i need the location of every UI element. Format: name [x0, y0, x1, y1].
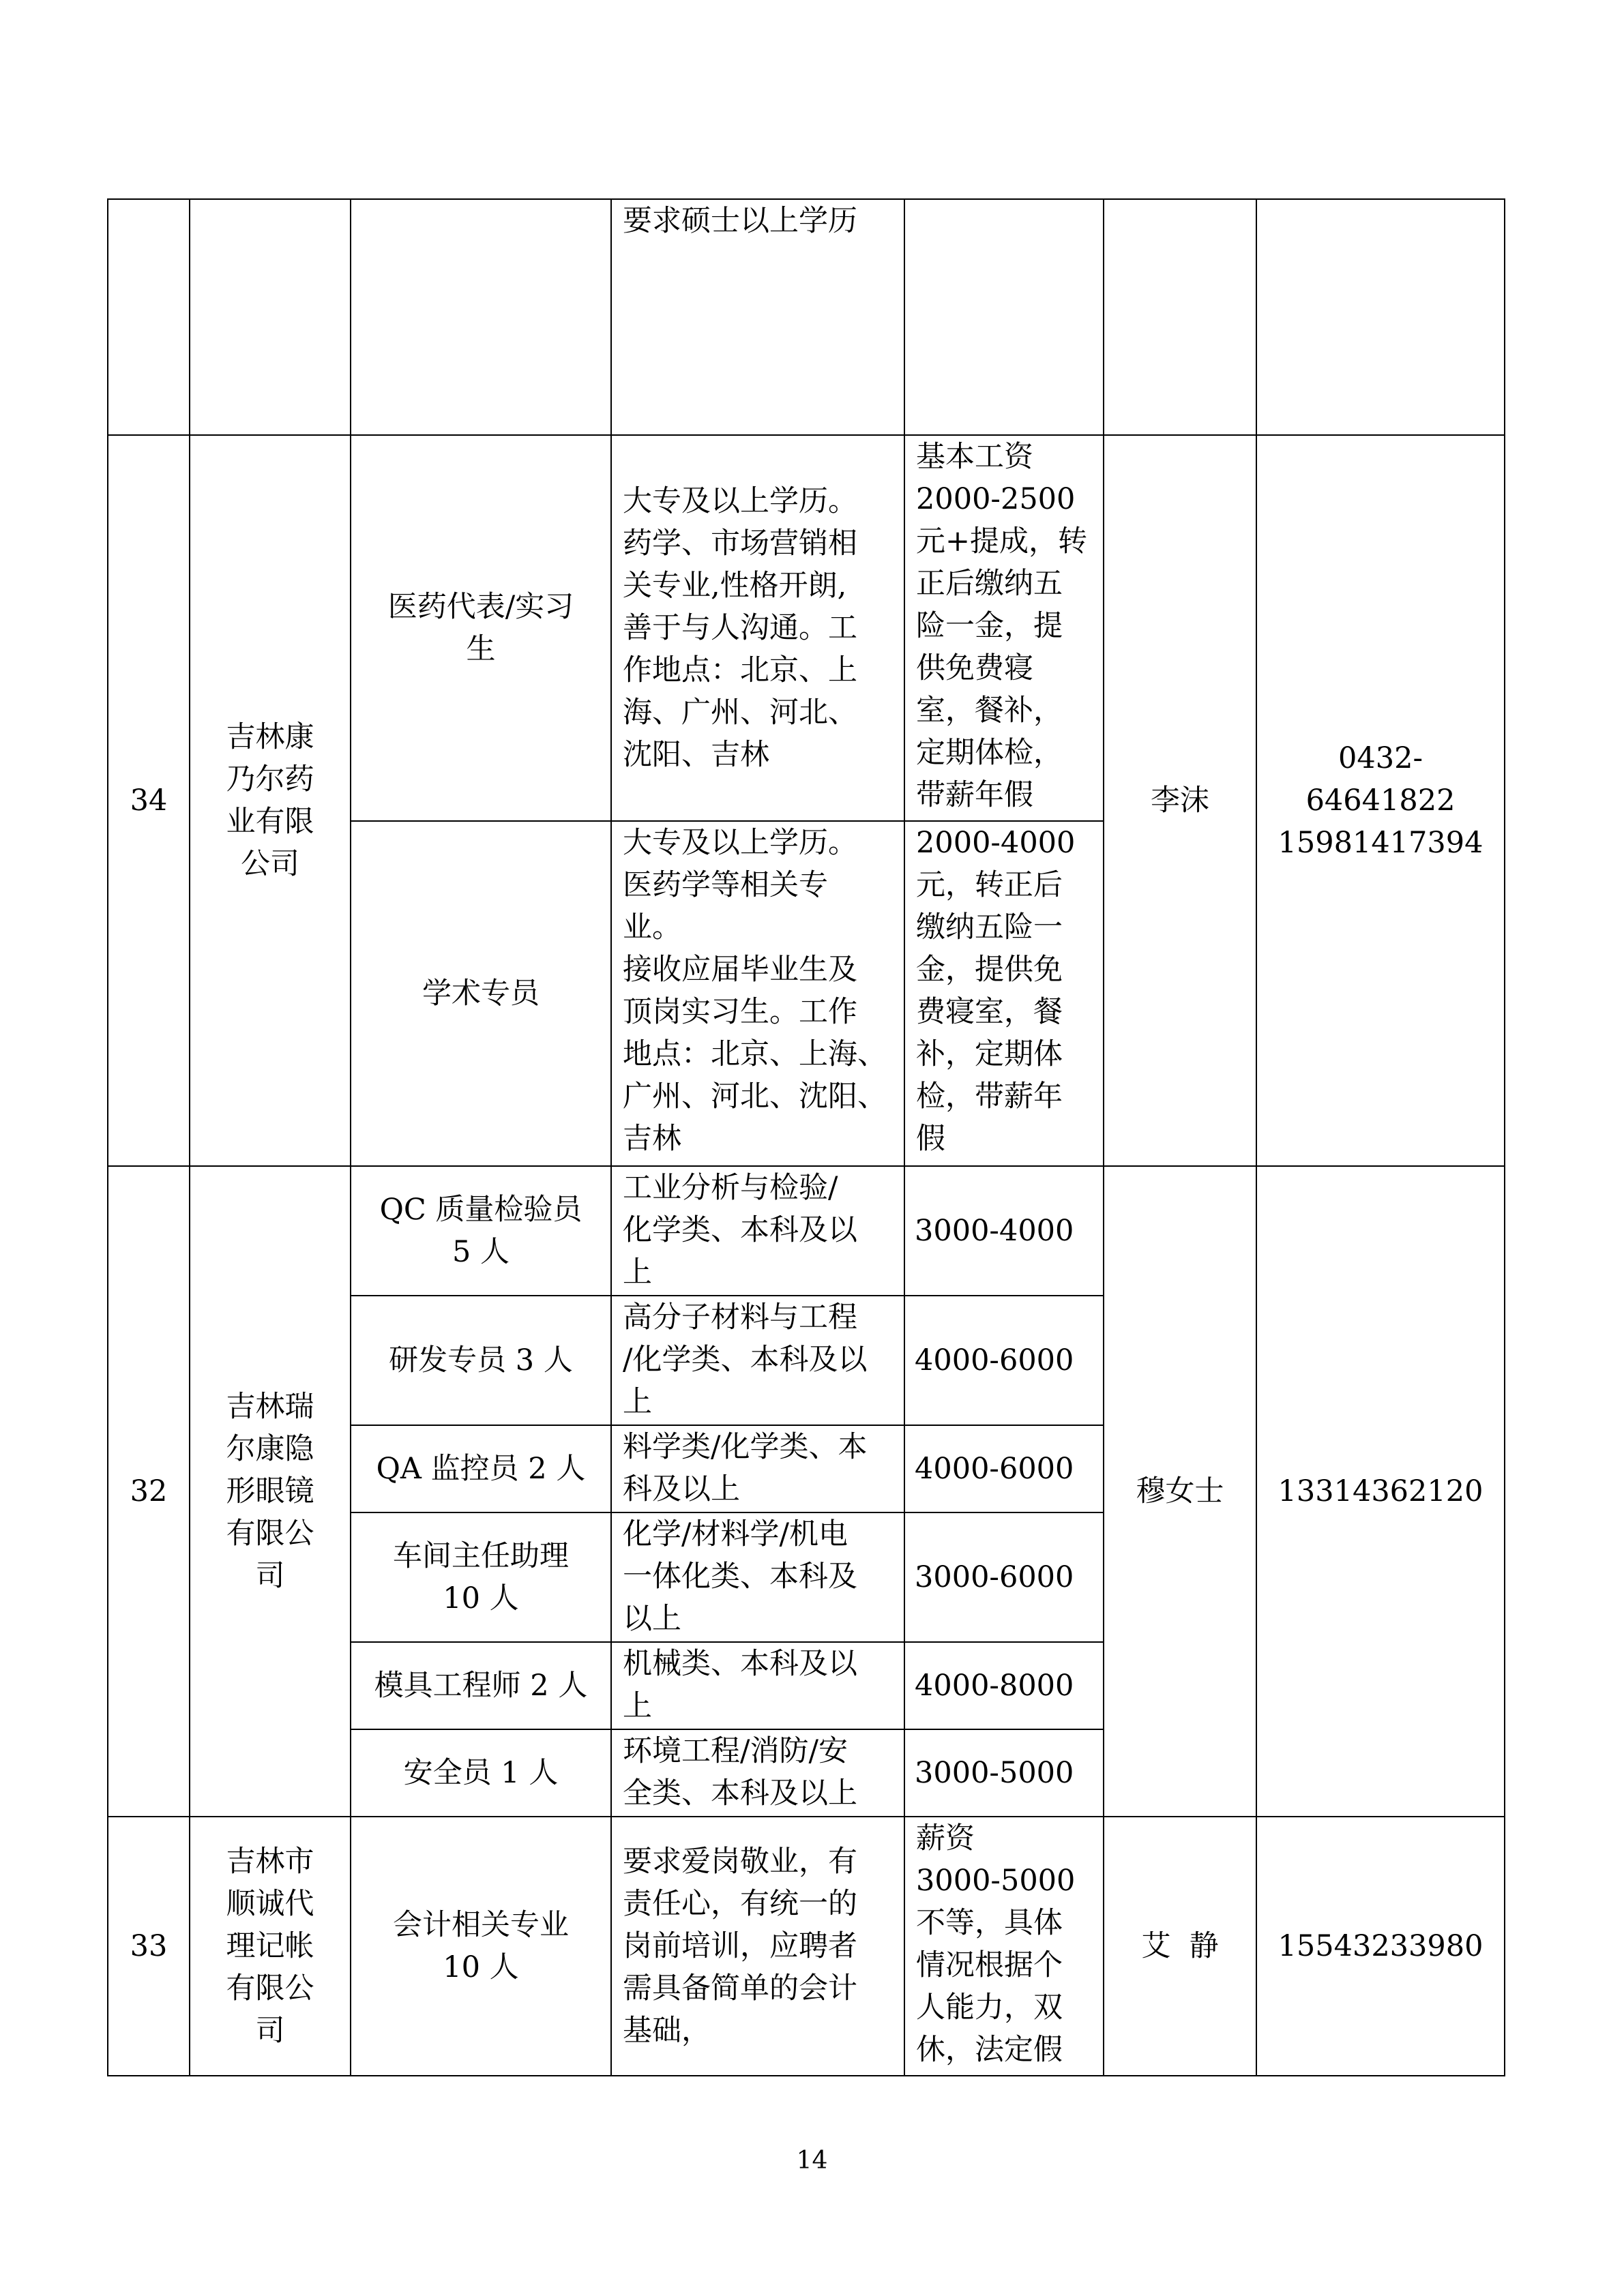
position-cell — [351, 1817, 611, 2076]
company-line: 有限公 — [226, 1971, 314, 2006]
table-row — [108, 1817, 1505, 2076]
requirement-line: 关专业,性格开朗, — [623, 569, 847, 603]
salary-cell — [904, 435, 1104, 821]
company-cell — [190, 1166, 351, 1817]
requirement-line: 以上 — [623, 1602, 681, 1636]
phone-cell — [1256, 435, 1505, 1166]
position-cell: 安全员 1 人 — [351, 1729, 611, 1817]
salary-line: 金，提供免 — [916, 953, 1063, 987]
salary-line: 险一金，提 — [916, 609, 1063, 643]
contact-cell: 李沫 — [1104, 435, 1256, 1166]
contact-cell — [1104, 199, 1256, 435]
requirement-cell — [611, 821, 904, 1166]
requirement-line: 环境工程/消防/安 — [623, 1734, 848, 1768]
company-line: 吉林康 — [226, 720, 314, 754]
salary-cell: 4000-6000 — [904, 1296, 1104, 1425]
salary-line: 2000-2500 — [916, 482, 1076, 516]
requirement-line: 大专及以上学历。 — [623, 484, 857, 518]
position-cell: 模具工程师 2 人 — [351, 1642, 611, 1729]
salary-cell: 3000-6000 — [904, 1512, 1104, 1642]
phone-cell — [1256, 199, 1505, 435]
requirement-line: 广州、河北、沈阳、 — [623, 1079, 887, 1114]
salary-line: 基本工资 — [916, 440, 1033, 474]
requirement-line: /化学类、本科及以 — [623, 1343, 868, 1377]
continuation-row — [108, 199, 1505, 435]
company-line: 有限公 — [226, 1517, 314, 1551]
company-line: 理记帐 — [226, 1929, 314, 1963]
requirement-cell — [611, 1425, 904, 1512]
salary-line: 不等，具体 — [916, 1906, 1063, 1940]
requirement-line: 沈阳、吉林 — [623, 738, 769, 772]
salary-line: 薪资 — [916, 1821, 975, 1855]
position-cell — [351, 199, 611, 435]
company-cell — [190, 1817, 351, 2076]
no-cell: 32 — [108, 1166, 190, 1817]
requirement-cell — [611, 1512, 904, 1642]
position-line: 10 人 — [443, 1950, 519, 1984]
position-line: 生 — [466, 632, 496, 666]
position-cell: QA 监控员 2 人 — [351, 1425, 611, 1512]
salary-line: 费寝室，餐 — [916, 995, 1063, 1029]
position-cell — [351, 435, 611, 821]
requirement-cell — [611, 1642, 904, 1729]
company-line: 吉林瑞 — [226, 1390, 314, 1424]
salary-cell: 3000-4000 — [904, 1166, 1104, 1296]
no-cell: 34 — [108, 435, 190, 1166]
requirement-line: 科及以上 — [623, 1472, 740, 1506]
company-line: 形眼镜 — [226, 1474, 314, 1508]
company-cell — [190, 199, 351, 435]
position-line: 车间主任助理 — [393, 1539, 569, 1573]
company-line: 司 — [255, 1559, 285, 1593]
requirement-line: 一体化类、本科及 — [623, 1560, 857, 1594]
position-cell — [351, 1166, 611, 1296]
requirement-line: 医药学等相关专 — [623, 868, 828, 902]
page-number: 14 — [796, 2147, 828, 2175]
requirement-line: 顶岗实习生。工作 — [623, 995, 857, 1029]
table-row — [108, 1166, 1505, 1296]
position-line: 医药代表/实习 — [387, 590, 574, 624]
requirement-line: 岗前培训，应聘者 — [623, 1929, 857, 1963]
requirement-line: 善于与人沟通。工 — [623, 611, 857, 645]
company-line: 乃尔药 — [226, 762, 314, 796]
salary-cell: 3000-5000 — [904, 1729, 1104, 1817]
no-cell — [108, 199, 190, 435]
no-cell: 33 — [108, 1817, 190, 2076]
salary-line: 情况根据个 — [916, 1948, 1063, 1982]
salary-line: 休，法定假 — [916, 2033, 1063, 2067]
salary-line: 元，转正后 — [916, 868, 1063, 902]
requirement-line: 高分子材料与工程 — [623, 1300, 857, 1335]
salary-line: 正后缴纳五 — [916, 567, 1063, 601]
requirement-cell — [611, 199, 904, 435]
salary-line: 元+提成，转 — [916, 524, 1088, 558]
table-row — [108, 435, 1505, 821]
company-line: 公司 — [241, 847, 299, 881]
company-line: 业有限 — [226, 805, 314, 839]
salary-line: 3000-5000 — [916, 1864, 1076, 1898]
salary-line: 室，餐补， — [916, 694, 1063, 728]
position-cell — [351, 1512, 611, 1642]
salary-line: 2000-4000 — [916, 826, 1076, 860]
phone-cell: 13314362120 — [1256, 1166, 1505, 1817]
phone-cell: 15543233980 — [1256, 1817, 1505, 2076]
requirement-cell — [611, 435, 904, 821]
requirement-line: 全类、本科及以上 — [623, 1776, 857, 1810]
position-cell: 学术专员 — [351, 821, 611, 1166]
company-line: 吉林市 — [226, 1845, 314, 1879]
requirement-line: 需具备简单的会计 — [623, 1971, 857, 2006]
requirement-line: 上 — [623, 1689, 652, 1723]
salary-line: 带薪年假 — [916, 778, 1033, 812]
requirement-line: 要求爱岗敬业，有 — [623, 1845, 857, 1879]
position-line: 会计相关专业 — [393, 1908, 569, 1942]
phone-line: 15981417394 — [1278, 826, 1483, 860]
phone-line: 0432-64641822 — [1305, 741, 1456, 818]
requirement-line: 药学、市场营销相 — [623, 526, 857, 561]
recruitment-table — [107, 198, 1505, 2076]
salary-cell — [904, 1817, 1104, 2076]
requirement-cell — [611, 1166, 904, 1296]
requirement-line: 化学类、本科及以 — [623, 1213, 857, 1247]
company-cell — [190, 435, 351, 1166]
salary-line: 人能力，双 — [916, 1991, 1063, 2025]
salary-line: 供免费寝 — [916, 651, 1033, 685]
position-line: 10 人 — [443, 1581, 519, 1615]
requirement-line: 料学类/化学类、本 — [623, 1430, 868, 1464]
contact-cell: 艾 静 — [1104, 1817, 1256, 2076]
salary-line: 定期体检， — [916, 736, 1063, 770]
requirement-line: 吉林 — [623, 1122, 681, 1156]
company-line: 顺诚代 — [226, 1887, 314, 1921]
salary-cell: 4000-8000 — [904, 1642, 1104, 1729]
position-line: QC 质量检验员 — [379, 1193, 582, 1227]
salary-cell — [904, 199, 1104, 435]
requirement-line: 大专及以上学历。 — [623, 826, 857, 860]
requirement-cell — [611, 1729, 904, 1817]
position-line: 5 人 — [452, 1235, 510, 1269]
requirement-line: 基础， — [623, 2014, 711, 2048]
salary-line: 假 — [916, 1122, 945, 1156]
salary-cell — [904, 821, 1104, 1166]
requirement-line: 责任心，有统一的 — [623, 1887, 857, 1921]
requirement-line: 化学/材料学/机电 — [623, 1517, 848, 1551]
requirement-line: 要求硕士以上学历 — [623, 204, 857, 238]
requirement-line: 接收应届毕业生及 — [623, 953, 857, 987]
salary-line: 补，定期体 — [916, 1037, 1063, 1071]
requirement-line: 海、广州、河北、 — [623, 696, 857, 730]
contact-cell: 穆女士 — [1104, 1166, 1256, 1817]
salary-line: 缴纳五险一 — [916, 910, 1063, 944]
requirement-line: 上 — [623, 1385, 652, 1419]
requirement-line: 业。 — [623, 910, 681, 944]
company-line: 尔康隐 — [226, 1432, 314, 1466]
requirement-cell — [611, 1296, 904, 1425]
requirement-cell — [611, 1817, 904, 2076]
requirement-line: 工业分析与检验/ — [623, 1171, 838, 1205]
salary-line: 检，带薪年 — [916, 1079, 1063, 1114]
requirement-line: 作地点：北京、上 — [623, 653, 857, 687]
position-cell: 研发专员 3 人 — [351, 1296, 611, 1425]
requirement-line: 机械类、本科及以 — [623, 1647, 857, 1681]
requirement-line: 上 — [623, 1255, 652, 1289]
requirement-line: 地点：北京、上海、 — [623, 1037, 887, 1071]
salary-cell: 4000-6000 — [904, 1425, 1104, 1512]
company-line: 司 — [255, 2014, 285, 2048]
